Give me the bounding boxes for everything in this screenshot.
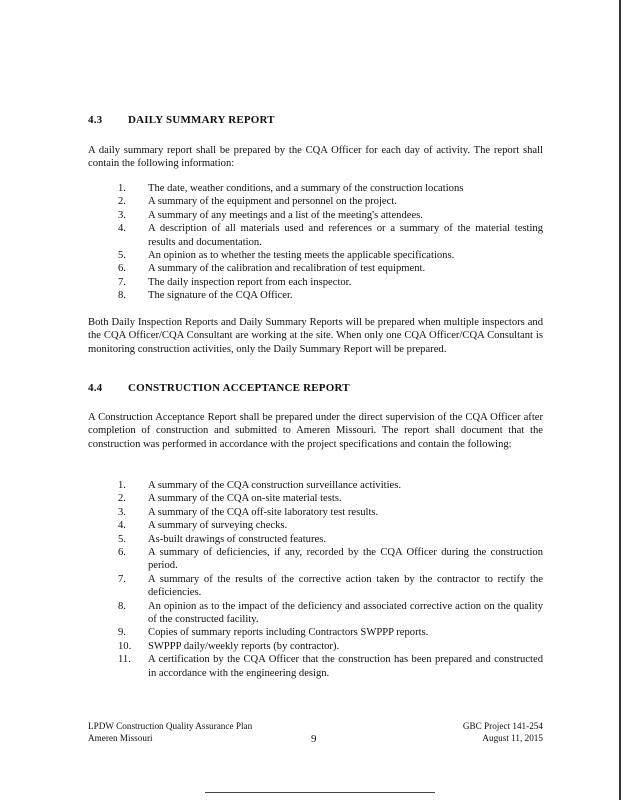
list-item-number: 3. (118, 506, 126, 518)
section-title: DAILY SUMMARY REPORT (128, 114, 275, 126)
bottom-scan-line (205, 792, 435, 793)
list-item-text: A summary of surveying checks. (148, 520, 288, 532)
footer-right (463, 720, 543, 744)
list-item (88, 640, 543, 653)
list-item-text: An opinion as to the impact of the deficiency and associated corrective action on the quality of the constructed facility. (148, 600, 543, 626)
list-item (88, 626, 543, 639)
list-item (88, 195, 543, 208)
footer-project-number: GBC Project 141-254 (462, 721, 543, 731)
list-item (88, 653, 543, 680)
list-item-number: 1. (118, 183, 126, 194)
list-item-number: 9. (118, 627, 126, 639)
list-item-number: 8. (118, 290, 126, 302)
list-item-text: A summary of the CQA off-site laboratory test results. (148, 506, 379, 518)
list-item-text: A summary of any meetings and a list of the meeting's attendees. (148, 209, 423, 221)
list-item (88, 479, 543, 492)
list-item (88, 519, 543, 532)
list-item-number: 7. (118, 573, 126, 585)
list-item-number: 6. (118, 263, 126, 275)
list-item (88, 222, 543, 249)
list-item-text: The signature of the CQA Officer. (148, 290, 293, 302)
list-item-text: A summary of the CQA on-site material tests. (148, 493, 342, 505)
list-item-number: 10. (118, 640, 132, 652)
section-4-4-intro: A Construction Acceptance Report shall be prepared under the direct supervision of the CQA Officer after completion of construction and submitted to Ameren Missouri. The report shall document that the construction was performed in accordance with the project specifications and contain the following: (88, 412, 543, 450)
list-item (88, 276, 543, 289)
footer-client: Ameren Missouri (88, 733, 153, 743)
list-item (88, 600, 543, 627)
list-item-number: 8. (118, 600, 126, 612)
list-item (88, 289, 543, 302)
list-item (88, 492, 543, 505)
list-item-number: 11. (118, 654, 131, 666)
list-item-number: 6. (118, 547, 126, 559)
footer-date: August 11, 2015 (482, 733, 543, 743)
list-item-number: 5. (118, 533, 126, 545)
list-item (88, 249, 543, 262)
list-item-number: 7. (118, 276, 126, 288)
list-item (88, 209, 543, 222)
list-item (88, 546, 543, 573)
section-4-3-closing: Both Daily Inspection Reports and Daily Summary Reports will be prepared when multiple inspectors and the CQA Officer/CQA Consultant are working at the site. When only one CQA Officer/CQA Consultant is monitoring construction activities, only the Daily Summary Report will be prepared. (88, 317, 543, 355)
footer-left (88, 720, 252, 744)
list-item-text: A summary of the CQA construction surveillance activities. (148, 480, 402, 491)
list-item-number: 4. (118, 520, 126, 532)
list-item-text: Copies of summary reports including Contractors SWPPP reports. (148, 627, 429, 639)
acceptance-report-list (88, 479, 543, 680)
list-item-text: A summary of the results of the corrective action taken by the contractor to rectify the deficiencies. (148, 573, 543, 599)
section-4-3-intro: A daily summary report shall be prepared by the CQA Officer for each day of activity. The report shall contain the following information: (88, 145, 543, 170)
list-item-number: 5. (118, 250, 126, 262)
list-item (88, 182, 543, 195)
section-heading-4-4 (88, 382, 350, 394)
list-item-text: The daily inspection report from each inspector. (148, 276, 352, 288)
list-item (88, 533, 543, 546)
list-item-number: 4. (118, 223, 126, 235)
section-title: CONSTRUCTION ACCEPTANCE REPORT (128, 382, 350, 394)
page-number: 9 (311, 733, 317, 745)
list-item-text: An opinion as to whether the testing meets the applicable specifications. (148, 250, 455, 262)
list-item-text: A summary of deficiencies, if any, recorded by the CQA Officer during the construction period. (148, 547, 543, 572)
list-item-text: As-built drawings of constructed features. (148, 533, 326, 545)
list-item-number: 3. (118, 209, 126, 221)
list-item-number: 1. (118, 480, 126, 491)
list-item-text: A certification by the CQA Officer that the construction has been prepared and constructed in accordance with the engineering design. (148, 654, 543, 679)
daily-summary-list (88, 182, 543, 303)
list-item-number: 2. (118, 493, 126, 505)
list-item-text: SWPPP daily/weekly reports (by contractor). (148, 640, 340, 652)
list-item-number: 2. (118, 196, 126, 208)
list-item-text: A summary of the calibration and recalibration of test equipment. (148, 263, 426, 275)
list-item (88, 506, 543, 519)
right-scan-edge (619, 0, 621, 800)
list-item-text: A summary of the equipment and personnel on the project. (148, 196, 397, 208)
section-number: 4.4 (88, 382, 103, 394)
footer-document-title: LPDW Construction Quality Assurance Plan (88, 721, 253, 731)
list-item (88, 262, 543, 275)
list-item-text: A description of all materials used and references or a summary of the material testing results and documentation. (148, 223, 543, 248)
list-item-text: The date, weather conditions, and a summary of the construction locations (148, 183, 464, 194)
section-heading-4-3 (88, 114, 275, 126)
list-item (88, 573, 543, 600)
section-number: 4.3 (88, 114, 103, 126)
